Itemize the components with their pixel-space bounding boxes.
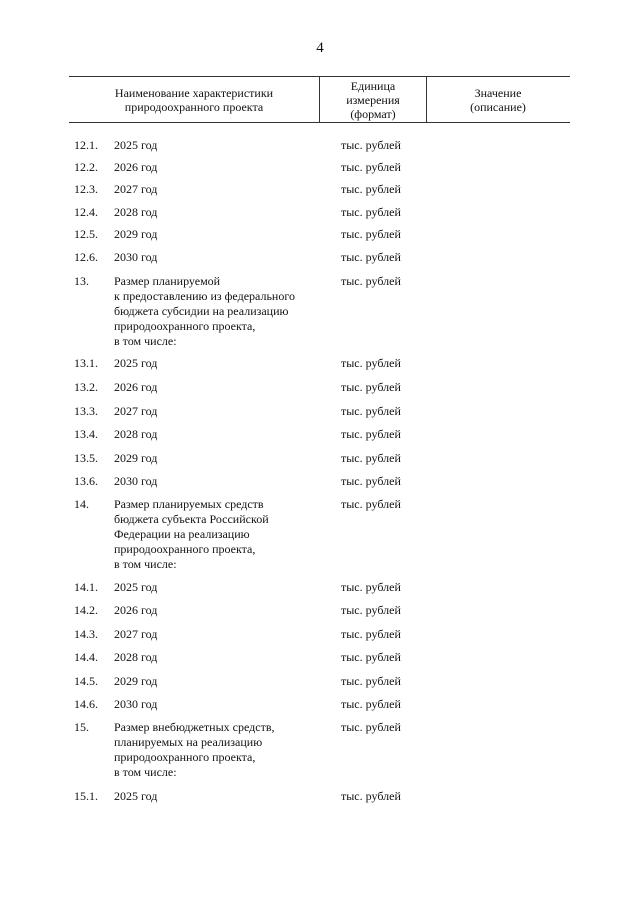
row-unit: тыс. рублей — [341, 627, 401, 641]
row-name: Размер планируемых средств бюджета субъекта Российской Федерации на реализацию природоохранного проекта, в том числе: — [114, 497, 269, 571]
row-number: 14.4. — [74, 650, 98, 664]
row-unit: тыс. рублей — [341, 274, 401, 288]
row-name: 2025 год — [114, 580, 158, 594]
row-unit: тыс. рублей — [341, 182, 401, 196]
page-number: 4 — [316, 40, 324, 56]
header-characteristic-name: Наименование характеристики природоохранного проекта — [114, 85, 274, 114]
row-unit: тыс. рублей — [341, 474, 401, 488]
row-name: 2030 год — [114, 474, 158, 488]
row-number: 12.1. — [74, 138, 98, 152]
row-number: 14.5. — [74, 674, 98, 688]
row-number: 14.1. — [74, 580, 98, 594]
row-name: Размер планируемой к предоставлению из федерального бюджета субсидии на реализацию природоохранного проекта, в том числе: — [114, 274, 295, 348]
row-number: 13. — [74, 274, 89, 288]
header-value: Значение (описание) — [470, 85, 526, 114]
row-number: 12.2. — [74, 160, 98, 174]
table-header — [69, 76, 570, 123]
row-number: 12.6. — [74, 250, 98, 264]
row-number: 14. — [74, 497, 89, 511]
row-name: 2028 год — [114, 650, 158, 664]
row-unit: тыс. рублей — [341, 227, 401, 241]
row-name: 2028 год — [114, 205, 158, 219]
row-unit: тыс. рублей — [341, 650, 401, 664]
row-name: 2029 год — [114, 674, 158, 688]
row-unit: тыс. рублей — [341, 404, 401, 418]
row-name: 2027 год — [114, 627, 158, 641]
row-unit: тыс. рублей — [341, 789, 401, 803]
row-name: 2028 год — [114, 427, 158, 441]
row-name: 2030 год — [114, 250, 158, 264]
row-number: 15.1. — [74, 789, 98, 803]
row-name: 2027 год — [114, 182, 158, 196]
row-name: 2027 год — [114, 404, 158, 418]
row-unit: тыс. рублей — [341, 250, 401, 264]
row-unit: тыс. рублей — [341, 674, 401, 688]
row-number: 13.6. — [74, 474, 98, 488]
row-name: 2030 год — [114, 697, 158, 711]
row-unit: тыс. рублей — [341, 603, 401, 617]
row-number: 14.2. — [74, 603, 98, 617]
row-number: 14.3. — [74, 627, 98, 641]
row-name: 2026 год — [114, 603, 158, 617]
row-name: 2029 год — [114, 227, 158, 241]
row-number: 14.6. — [74, 697, 98, 711]
row-number: 12.3. — [74, 182, 98, 196]
row-unit: тыс. рублей — [341, 356, 401, 370]
row-name: 2025 год — [114, 356, 158, 370]
row-unit: тыс. рублей — [341, 497, 401, 511]
row-unit: тыс. рублей — [341, 580, 401, 594]
row-unit: тыс. рублей — [341, 138, 401, 152]
row-number: 13.2. — [74, 380, 98, 394]
row-number: 12.5. — [74, 227, 98, 241]
row-unit: тыс. рублей — [341, 697, 401, 711]
row-unit: тыс. рублей — [341, 427, 401, 441]
row-number: 13.5. — [74, 451, 98, 465]
row-name: 2025 год — [114, 789, 158, 803]
row-number: 13.4. — [74, 427, 98, 441]
row-unit: тыс. рублей — [341, 720, 401, 734]
row-name: 2026 год — [114, 380, 158, 394]
row-number: 15. — [74, 720, 89, 734]
row-name: 2026 год — [114, 160, 158, 174]
row-name: 2029 год — [114, 451, 158, 465]
row-unit: тыс. рублей — [341, 205, 401, 219]
row-number: 12.4. — [74, 205, 98, 219]
row-unit: тыс. рублей — [341, 451, 401, 465]
row-unit: тыс. рублей — [341, 160, 401, 174]
row-name: 2025 год — [114, 138, 158, 152]
row-name: Размер внебюджетных средств, планируемых на реализацию природоохранного проекта, в том числе: — [114, 720, 275, 779]
row-number: 13.1. — [74, 356, 98, 370]
row-number: 13.3. — [74, 404, 98, 418]
row-unit: тыс. рублей — [341, 380, 401, 394]
header-unit: Единица измерения (формат) — [319, 77, 427, 122]
